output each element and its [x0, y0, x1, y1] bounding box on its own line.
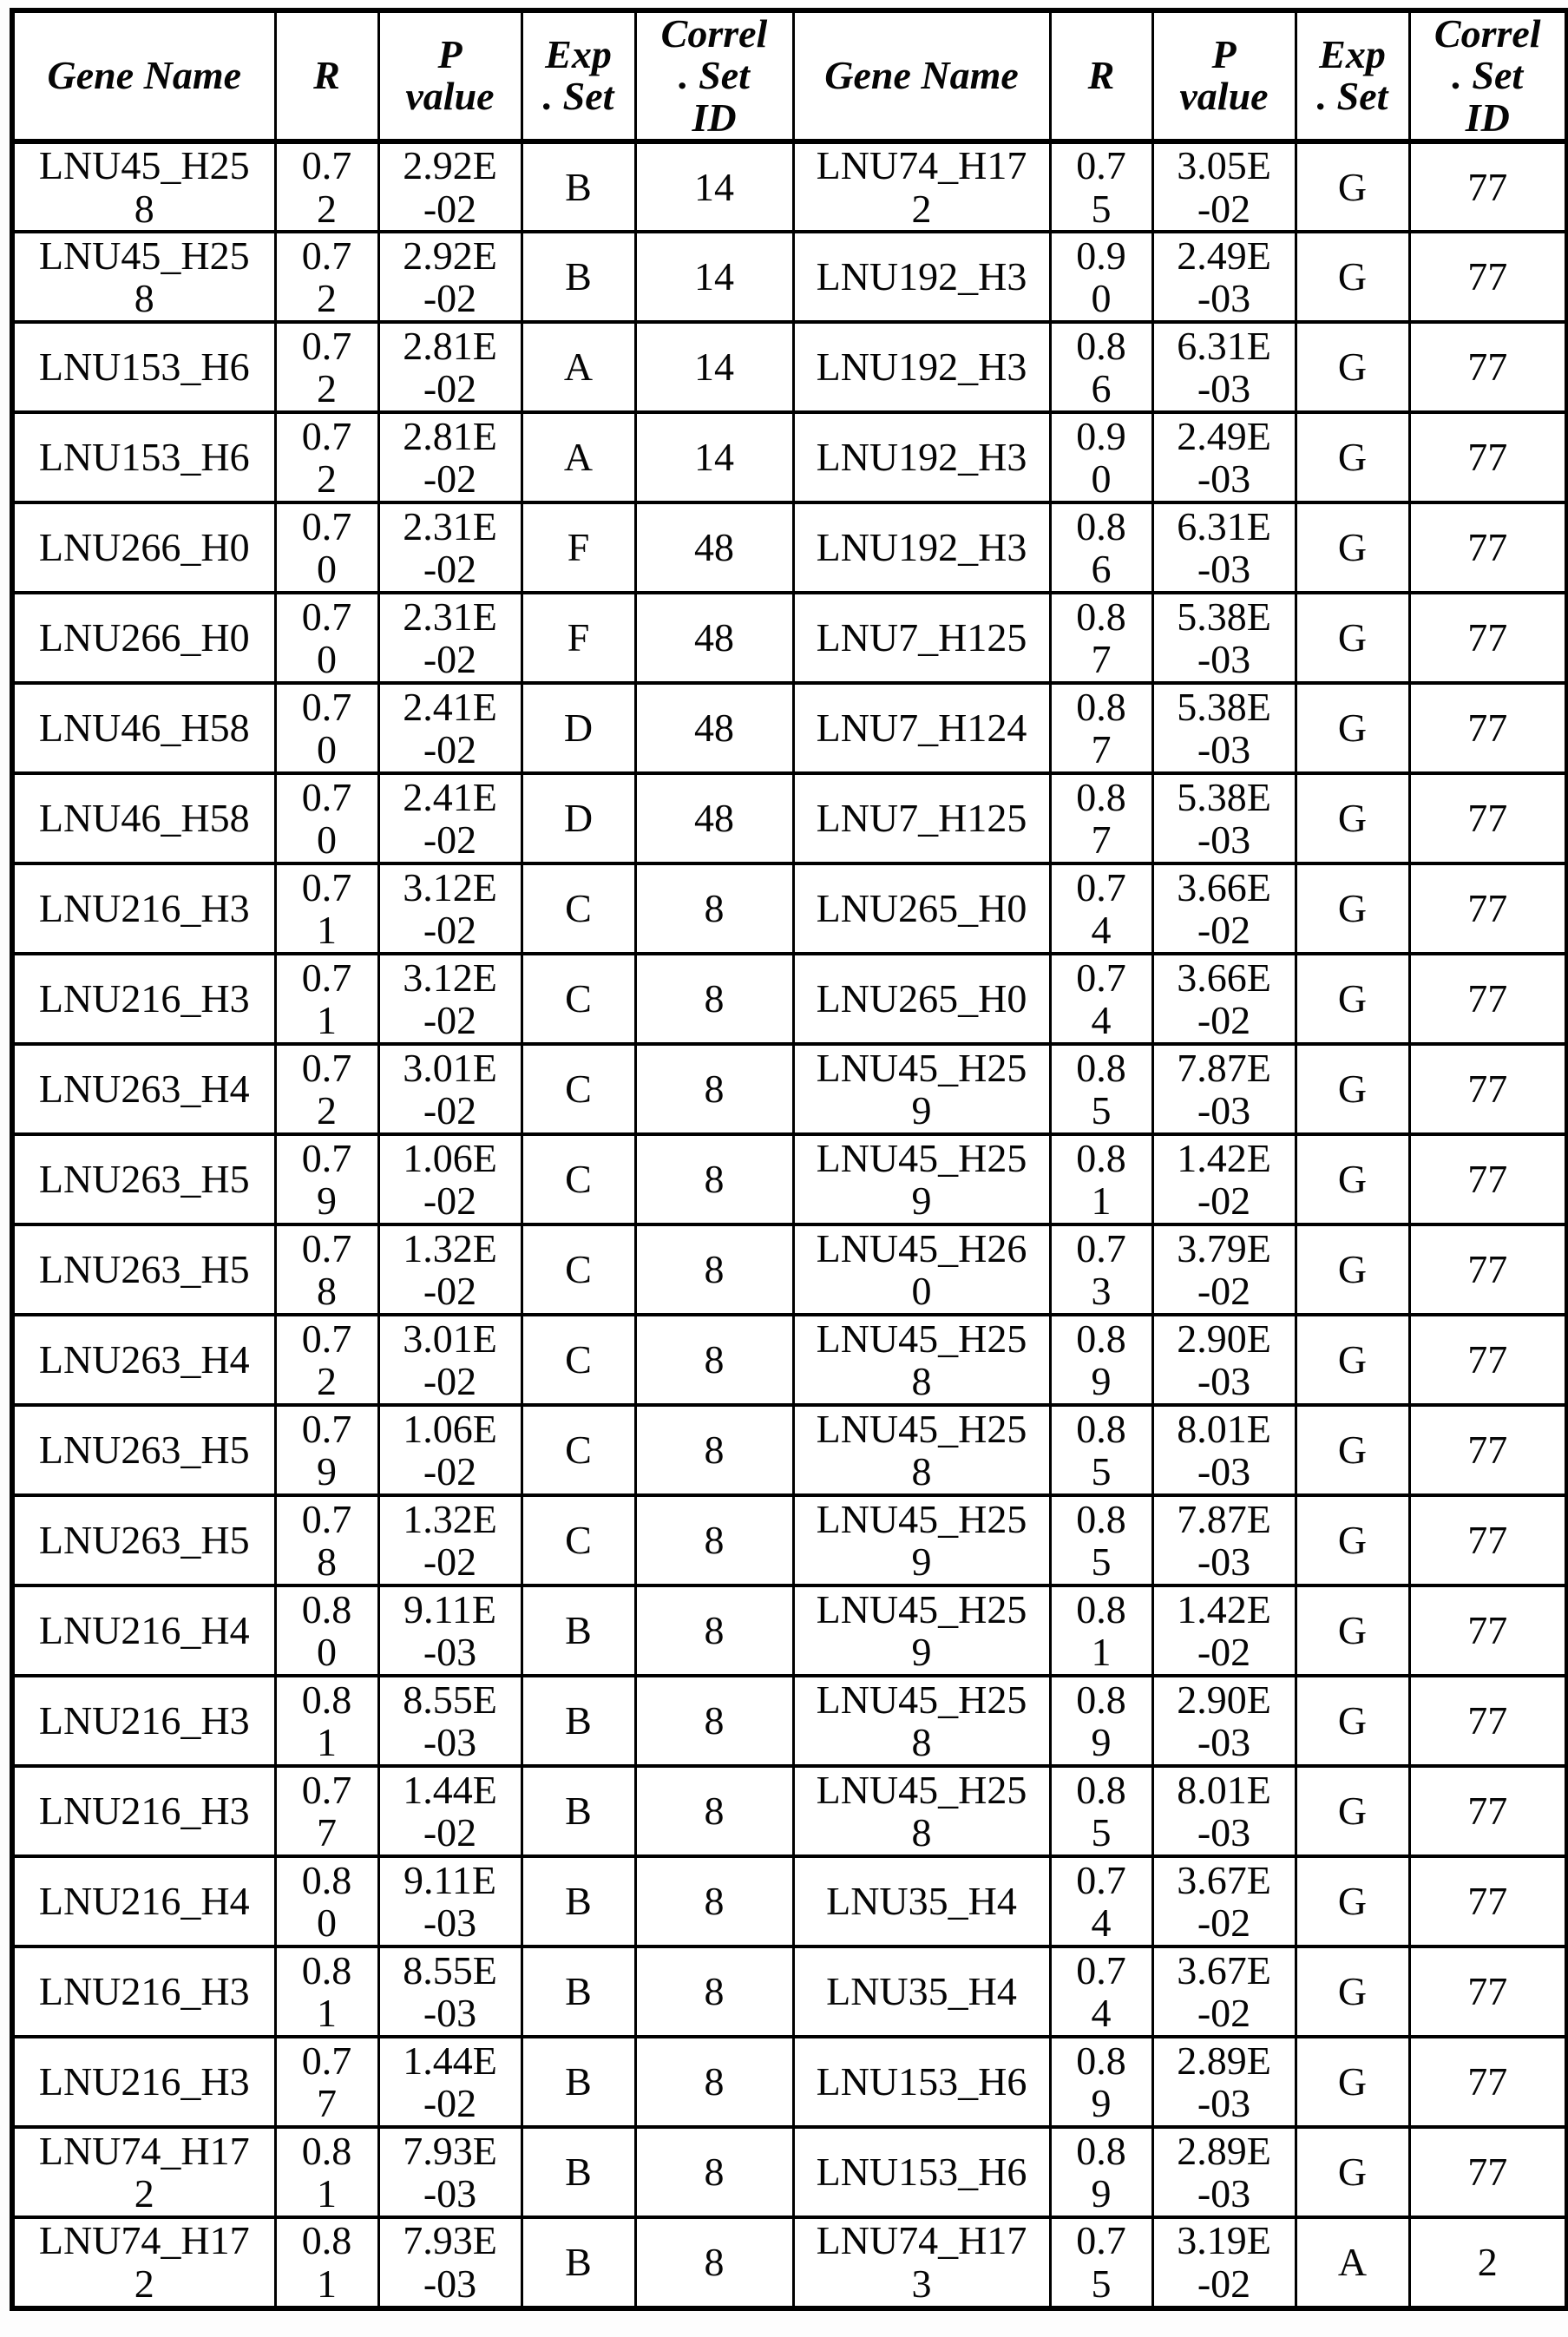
p-value-cell: 5.38E -03 [1152, 683, 1296, 773]
table-row [12, 683, 1567, 773]
correl-set-id-cell: 8 [635, 1766, 793, 1856]
r-value-cell: 0.7 9 [275, 1405, 378, 1495]
gene-name-cell: LNU45_H25 8 [12, 232, 275, 322]
correl-set-id-cell: 77 [1409, 773, 1567, 863]
correl-set-id-cell: 77 [1409, 593, 1567, 683]
correl-set-id-cell: 77 [1409, 683, 1567, 773]
table-row [12, 1044, 1567, 1134]
exp-set-cell: G [1296, 683, 1409, 773]
r-value-cell: 0.8 1 [275, 2217, 378, 2307]
correl-set-id-cell: 77 [1409, 1766, 1567, 1856]
col-header-gene-name-right: Gene Name [793, 10, 1050, 141]
gene-name-cell: LNU45_H25 8 [12, 141, 275, 232]
correl-set-id-cell: 14 [635, 232, 793, 322]
p-value-cell: 3.05E -02 [1152, 141, 1296, 232]
exp-set-cell: G [1296, 954, 1409, 1044]
p-value-cell: 8.55E -03 [378, 1676, 522, 1766]
table-row [12, 863, 1567, 954]
exp-set-cell: G [1296, 1224, 1409, 1315]
correl-set-id-cell: 48 [635, 593, 793, 683]
gene-name-cell: LNU216_H3 [12, 2037, 275, 2127]
r-value-cell: 0.8 6 [1050, 502, 1152, 593]
header-row [12, 10, 1567, 141]
exp-set-cell: G [1296, 1856, 1409, 1946]
correl-set-id-cell: 8 [635, 1585, 793, 1676]
gene-name-cell: LNU45_H25 9 [793, 1044, 1050, 1134]
exp-set-cell: C [522, 863, 635, 954]
correl-set-id-cell: 77 [1409, 2127, 1567, 2217]
gene-name-cell: LNU46_H58 [12, 773, 275, 863]
exp-set-cell: B [522, 1856, 635, 1946]
correl-set-id-cell: 8 [635, 2037, 793, 2127]
gene-name-cell: LNU263_H5 [12, 1495, 275, 1585]
r-value-cell: 0.7 0 [275, 502, 378, 593]
p-value-cell: 3.79E -02 [1152, 1224, 1296, 1315]
gene-name-cell: LNU45_H25 9 [793, 1495, 1050, 1585]
exp-set-cell: G [1296, 1495, 1409, 1585]
p-value-cell: 3.67E -02 [1152, 1946, 1296, 2037]
correl-set-id-cell: 77 [1409, 1946, 1567, 2037]
gene-name-cell: LNU263_H5 [12, 1405, 275, 1495]
p-value-cell: 5.38E -03 [1152, 593, 1296, 683]
exp-set-cell: G [1296, 232, 1409, 322]
p-value-cell: 2.41E -02 [378, 773, 522, 863]
gene-name-cell: LNU153_H6 [793, 2037, 1050, 2127]
r-value-cell: 0.8 0 [275, 1856, 378, 1946]
col-header-r-left: R [275, 10, 378, 141]
p-value-cell: 2.81E -02 [378, 322, 522, 412]
correl-set-id-cell: 2 [1409, 2217, 1567, 2307]
exp-set-cell: G [1296, 2127, 1409, 2217]
r-value-cell: 0.7 4 [1050, 1856, 1152, 1946]
p-value-cell: 3.66E -02 [1152, 954, 1296, 1044]
table-row [12, 141, 1567, 232]
r-value-cell: 0.8 7 [1050, 593, 1152, 683]
r-value-cell: 0.7 5 [1050, 2217, 1152, 2307]
gene-name-cell: LNU192_H3 [793, 412, 1050, 502]
gene-name-cell: LNU7_H124 [793, 683, 1050, 773]
gene-name-cell: LNU263_H4 [12, 1315, 275, 1405]
exp-set-cell: B [522, 2217, 635, 2307]
p-value-cell: 6.31E -03 [1152, 502, 1296, 593]
p-value-cell: 2.41E -02 [378, 683, 522, 773]
r-value-cell: 0.7 0 [275, 593, 378, 683]
exp-set-cell: B [522, 1946, 635, 2037]
r-value-cell: 0.7 2 [275, 322, 378, 412]
correl-set-id-cell: 8 [635, 1134, 793, 1224]
table-row [12, 1495, 1567, 1585]
gene-name-cell: LNU216_H3 [12, 1676, 275, 1766]
p-value-cell: 1.06E -02 [378, 1405, 522, 1495]
correl-set-id-cell: 48 [635, 683, 793, 773]
p-value-cell: 7.93E -03 [378, 2217, 522, 2307]
gene-name-cell: LNU153_H6 [793, 2127, 1050, 2217]
correl-set-id-cell: 8 [635, 1405, 793, 1495]
col-header-exp-set-right: Exp . Set [1296, 10, 1409, 141]
r-value-cell: 0.7 2 [275, 232, 378, 322]
correl-set-id-cell: 77 [1409, 1495, 1567, 1585]
p-value-cell: 1.42E -02 [1152, 1134, 1296, 1224]
exp-set-cell: F [522, 593, 635, 683]
correl-set-id-cell: 77 [1409, 1856, 1567, 1946]
r-value-cell: 0.8 0 [275, 1585, 378, 1676]
p-value-cell: 3.66E -02 [1152, 863, 1296, 954]
r-value-cell: 0.7 7 [275, 2037, 378, 2127]
r-value-cell: 0.9 0 [1050, 412, 1152, 502]
r-value-cell: 0.8 1 [1050, 1134, 1152, 1224]
p-value-cell: 2.90E -03 [1152, 1315, 1296, 1405]
gene-name-cell: LNU266_H0 [12, 502, 275, 593]
p-value-cell: 9.11E -03 [378, 1856, 522, 1946]
correl-set-id-cell: 77 [1409, 863, 1567, 954]
p-value-cell: 2.81E -02 [378, 412, 522, 502]
table-row [12, 232, 1567, 322]
exp-set-cell: A [522, 412, 635, 502]
table-row [12, 954, 1567, 1044]
r-value-cell: 0.7 8 [275, 1495, 378, 1585]
exp-set-cell: B [522, 232, 635, 322]
gene-name-cell: LNU45_H26 0 [793, 1224, 1050, 1315]
gene-name-cell: LNU74_H17 2 [12, 2217, 275, 2307]
p-value-cell: 2.89E -03 [1152, 2037, 1296, 2127]
r-value-cell: 0.7 0 [275, 773, 378, 863]
r-value-cell: 0.8 5 [1050, 1495, 1152, 1585]
r-value-cell: 0.7 4 [1050, 1946, 1152, 2037]
gene-name-cell: LNU35_H4 [793, 1856, 1050, 1946]
p-value-cell: 6.31E -03 [1152, 322, 1296, 412]
correl-set-id-cell: 77 [1409, 1585, 1567, 1676]
col-header-correl-set-id-left: Correl . Set ID [635, 10, 793, 141]
exp-set-cell: F [522, 502, 635, 593]
p-value-cell: 2.31E -02 [378, 502, 522, 593]
p-value-cell: 7.87E -03 [1152, 1044, 1296, 1134]
table-row [12, 1676, 1567, 1766]
correl-set-id-cell: 8 [635, 954, 793, 1044]
p-value-cell: 1.06E -02 [378, 1134, 522, 1224]
r-value-cell: 0.7 3 [1050, 1224, 1152, 1315]
table-row [12, 1946, 1567, 2037]
gene-name-cell: LNU46_H58 [12, 683, 275, 773]
table-row [12, 2217, 1567, 2307]
gene-name-cell: LNU263_H5 [12, 1224, 275, 1315]
correl-set-id-cell: 8 [635, 1856, 793, 1946]
r-value-cell: 0.7 8 [275, 1224, 378, 1315]
correl-set-id-cell: 8 [635, 1224, 793, 1315]
gene-name-cell: LNU45_H25 8 [793, 1766, 1050, 1856]
gene-name-cell: LNU74_H17 2 [793, 141, 1050, 232]
gene-name-cell: LNU45_H25 9 [793, 1134, 1050, 1224]
correl-set-id-cell: 8 [635, 1044, 793, 1134]
exp-set-cell: G [1296, 1676, 1409, 1766]
exp-set-cell: C [522, 1405, 635, 1495]
exp-set-cell: G [1296, 412, 1409, 502]
gene-name-cell: LNU45_H25 8 [793, 1315, 1050, 1405]
p-value-cell: 8.55E -03 [378, 1946, 522, 2037]
correl-set-id-cell: 77 [1409, 1044, 1567, 1134]
exp-set-cell: B [522, 1766, 635, 1856]
exp-set-cell: G [1296, 1405, 1409, 1495]
correl-set-id-cell: 77 [1409, 141, 1567, 232]
table-row [12, 593, 1567, 683]
table-row [12, 322, 1567, 412]
exp-set-cell: B [522, 141, 635, 232]
p-value-cell: 3.12E -02 [378, 954, 522, 1044]
gene-name-cell: LNU265_H0 [793, 954, 1050, 1044]
gene-name-cell: LNU45_H25 8 [793, 1405, 1050, 1495]
gene-name-cell: LNU7_H125 [793, 773, 1050, 863]
r-value-cell: 0.8 9 [1050, 2037, 1152, 2127]
p-value-cell: 3.01E -02 [378, 1315, 522, 1405]
r-value-cell: 0.7 9 [275, 1134, 378, 1224]
correl-set-id-cell: 77 [1409, 1315, 1567, 1405]
p-value-cell: 3.12E -02 [378, 863, 522, 954]
gene-name-cell: LNU216_H3 [12, 954, 275, 1044]
r-value-cell: 0.8 1 [275, 1676, 378, 1766]
exp-set-cell: G [1296, 1134, 1409, 1224]
p-value-cell: 8.01E -03 [1152, 1766, 1296, 1856]
exp-set-cell: D [522, 683, 635, 773]
col-header-r-right: R [1050, 10, 1152, 141]
correl-set-id-cell: 77 [1409, 2037, 1567, 2127]
p-value-cell: 3.19E -02 [1152, 2217, 1296, 2307]
p-value-cell: 1.42E -02 [1152, 1585, 1296, 1676]
gene-name-cell: LNU216_H3 [12, 1946, 275, 2037]
r-value-cell: 0.7 2 [275, 141, 378, 232]
correl-set-id-cell: 8 [635, 2217, 793, 2307]
exp-set-cell: C [522, 1044, 635, 1134]
col-header-p-value-right: P value [1152, 10, 1296, 141]
p-value-cell: 2.90E -03 [1152, 1676, 1296, 1766]
table-row [12, 502, 1567, 593]
correl-set-id-cell: 77 [1409, 502, 1567, 593]
r-value-cell: 0.7 5 [1050, 141, 1152, 232]
gene-name-cell: LNU153_H6 [12, 322, 275, 412]
gene-name-cell: LNU263_H4 [12, 1044, 275, 1134]
table-row [12, 1315, 1567, 1405]
table-row [12, 2127, 1567, 2217]
table-row [12, 1766, 1567, 1856]
correl-set-id-cell: 48 [635, 502, 793, 593]
correl-set-id-cell: 8 [635, 1946, 793, 2037]
r-value-cell: 0.8 7 [1050, 683, 1152, 773]
p-value-cell: 1.32E -02 [378, 1495, 522, 1585]
gene-name-cell: LNU265_H0 [793, 863, 1050, 954]
gene-name-cell: LNU216_H3 [12, 863, 275, 954]
exp-set-cell: G [1296, 773, 1409, 863]
r-value-cell: 0.8 1 [275, 1946, 378, 2037]
gene-name-cell: LNU216_H4 [12, 1856, 275, 1946]
p-value-cell: 3.01E -02 [378, 1044, 522, 1134]
gene-name-cell: LNU153_H6 [12, 412, 275, 502]
table-row [12, 1856, 1567, 1946]
gene-name-cell: LNU192_H3 [793, 232, 1050, 322]
table-row [12, 773, 1567, 863]
p-value-cell: 2.49E -03 [1152, 412, 1296, 502]
correl-set-id-cell: 14 [635, 141, 793, 232]
p-value-cell: 2.92E -02 [378, 141, 522, 232]
p-value-cell: 1.44E -02 [378, 1766, 522, 1856]
gene-name-cell: LNU192_H3 [793, 502, 1050, 593]
p-value-cell: 3.67E -02 [1152, 1856, 1296, 1946]
r-value-cell: 0.8 9 [1050, 2127, 1152, 2217]
exp-set-cell: B [522, 1585, 635, 1676]
p-value-cell: 1.44E -02 [378, 2037, 522, 2127]
col-header-gene-name-left: Gene Name [12, 10, 275, 141]
exp-set-cell: G [1296, 322, 1409, 412]
exp-set-cell: G [1296, 1585, 1409, 1676]
gene-name-cell: LNU192_H3 [793, 322, 1050, 412]
r-value-cell: 0.7 4 [1050, 863, 1152, 954]
correl-set-id-cell: 77 [1409, 954, 1567, 1044]
r-value-cell: 0.7 1 [275, 863, 378, 954]
exp-set-cell: A [522, 322, 635, 412]
p-value-cell: 2.92E -02 [378, 232, 522, 322]
r-value-cell: 0.7 0 [275, 683, 378, 773]
correl-set-id-cell: 8 [635, 1315, 793, 1405]
exp-set-cell: G [1296, 2037, 1409, 2127]
p-value-cell: 2.49E -03 [1152, 232, 1296, 322]
r-value-cell: 0.7 2 [275, 1044, 378, 1134]
r-value-cell: 0.7 2 [275, 412, 378, 502]
col-header-exp-set-left: Exp . Set [522, 10, 635, 141]
exp-set-cell: G [1296, 502, 1409, 593]
r-value-cell: 0.7 1 [275, 954, 378, 1044]
exp-set-cell: C [522, 1224, 635, 1315]
correl-set-id-cell: 77 [1409, 232, 1567, 322]
correl-set-id-cell: 8 [635, 863, 793, 954]
r-value-cell: 0.9 0 [1050, 232, 1152, 322]
exp-set-cell: C [522, 1315, 635, 1405]
exp-set-cell: B [522, 1676, 635, 1766]
correl-set-id-cell: 77 [1409, 412, 1567, 502]
col-header-p-value-left: P value [378, 10, 522, 141]
correl-set-id-cell: 77 [1409, 1224, 1567, 1315]
exp-set-cell: G [1296, 1315, 1409, 1405]
gene-name-cell: LNU45_H25 8 [793, 1676, 1050, 1766]
r-value-cell: 0.7 7 [275, 1766, 378, 1856]
p-value-cell: 1.32E -02 [378, 1224, 522, 1315]
correl-set-id-cell: 77 [1409, 322, 1567, 412]
table-row [12, 2037, 1567, 2127]
gene-name-cell: LNU74_H17 3 [793, 2217, 1050, 2307]
p-value-cell: 2.89E -03 [1152, 2127, 1296, 2217]
correl-set-id-cell: 48 [635, 773, 793, 863]
p-value-cell: 2.31E -02 [378, 593, 522, 683]
exp-set-cell: B [522, 2037, 635, 2127]
gene-name-cell: LNU263_H5 [12, 1134, 275, 1224]
gene-name-cell: LNU45_H25 9 [793, 1585, 1050, 1676]
r-value-cell: 0.8 9 [1050, 1676, 1152, 1766]
table-row [12, 412, 1567, 502]
p-value-cell: 7.93E -03 [378, 2127, 522, 2217]
table-row [12, 1585, 1567, 1676]
r-value-cell: 0.8 6 [1050, 322, 1152, 412]
exp-set-cell: A [1296, 2217, 1409, 2307]
exp-set-cell: D [522, 773, 635, 863]
r-value-cell: 0.8 7 [1050, 773, 1152, 863]
exp-set-cell: G [1296, 593, 1409, 683]
r-value-cell: 0.8 5 [1050, 1405, 1152, 1495]
r-value-cell: 0.8 5 [1050, 1044, 1152, 1134]
gene-name-cell: LNU74_H17 2 [12, 2127, 275, 2217]
r-value-cell: 0.7 2 [275, 1315, 378, 1405]
p-value-cell: 5.38E -03 [1152, 773, 1296, 863]
exp-set-cell: C [522, 954, 635, 1044]
correl-set-id-cell: 77 [1409, 1405, 1567, 1495]
correl-set-id-cell: 8 [635, 2127, 793, 2217]
exp-set-cell: G [1296, 141, 1409, 232]
correl-set-id-cell: 14 [635, 412, 793, 502]
gene-name-cell: LNU216_H4 [12, 1585, 275, 1676]
gene-name-cell: LNU216_H3 [12, 1766, 275, 1856]
correl-set-id-cell: 8 [635, 1676, 793, 1766]
col-header-correl-set-id-right: Correl . Set ID [1409, 10, 1567, 141]
r-value-cell: 0.8 1 [275, 2127, 378, 2217]
table-row [12, 1405, 1567, 1495]
exp-set-cell: C [522, 1495, 635, 1585]
correl-set-id-cell: 14 [635, 322, 793, 412]
exp-set-cell: B [522, 2127, 635, 2217]
table-row [12, 1134, 1567, 1224]
exp-set-cell: C [522, 1134, 635, 1224]
gene-name-cell: LNU35_H4 [793, 1946, 1050, 2037]
r-value-cell: 0.7 4 [1050, 954, 1152, 1044]
p-value-cell: 8.01E -03 [1152, 1405, 1296, 1495]
correl-set-id-cell: 77 [1409, 1134, 1567, 1224]
r-value-cell: 0.8 1 [1050, 1585, 1152, 1676]
r-value-cell: 0.8 5 [1050, 1766, 1152, 1856]
p-value-cell: 9.11E -03 [378, 1585, 522, 1676]
gene-name-cell: LNU266_H0 [12, 593, 275, 683]
correl-set-id-cell: 77 [1409, 1676, 1567, 1766]
table-row [12, 1224, 1567, 1315]
table-body [12, 141, 1567, 2308]
exp-set-cell: G [1296, 1766, 1409, 1856]
gene-correlation-table [10, 8, 1568, 2311]
exp-set-cell: G [1296, 1946, 1409, 2037]
exp-set-cell: G [1296, 863, 1409, 954]
r-value-cell: 0.8 9 [1050, 1315, 1152, 1405]
exp-set-cell: G [1296, 1044, 1409, 1134]
p-value-cell: 7.87E -03 [1152, 1495, 1296, 1585]
correl-set-id-cell: 8 [635, 1495, 793, 1585]
gene-name-cell: LNU7_H125 [793, 593, 1050, 683]
